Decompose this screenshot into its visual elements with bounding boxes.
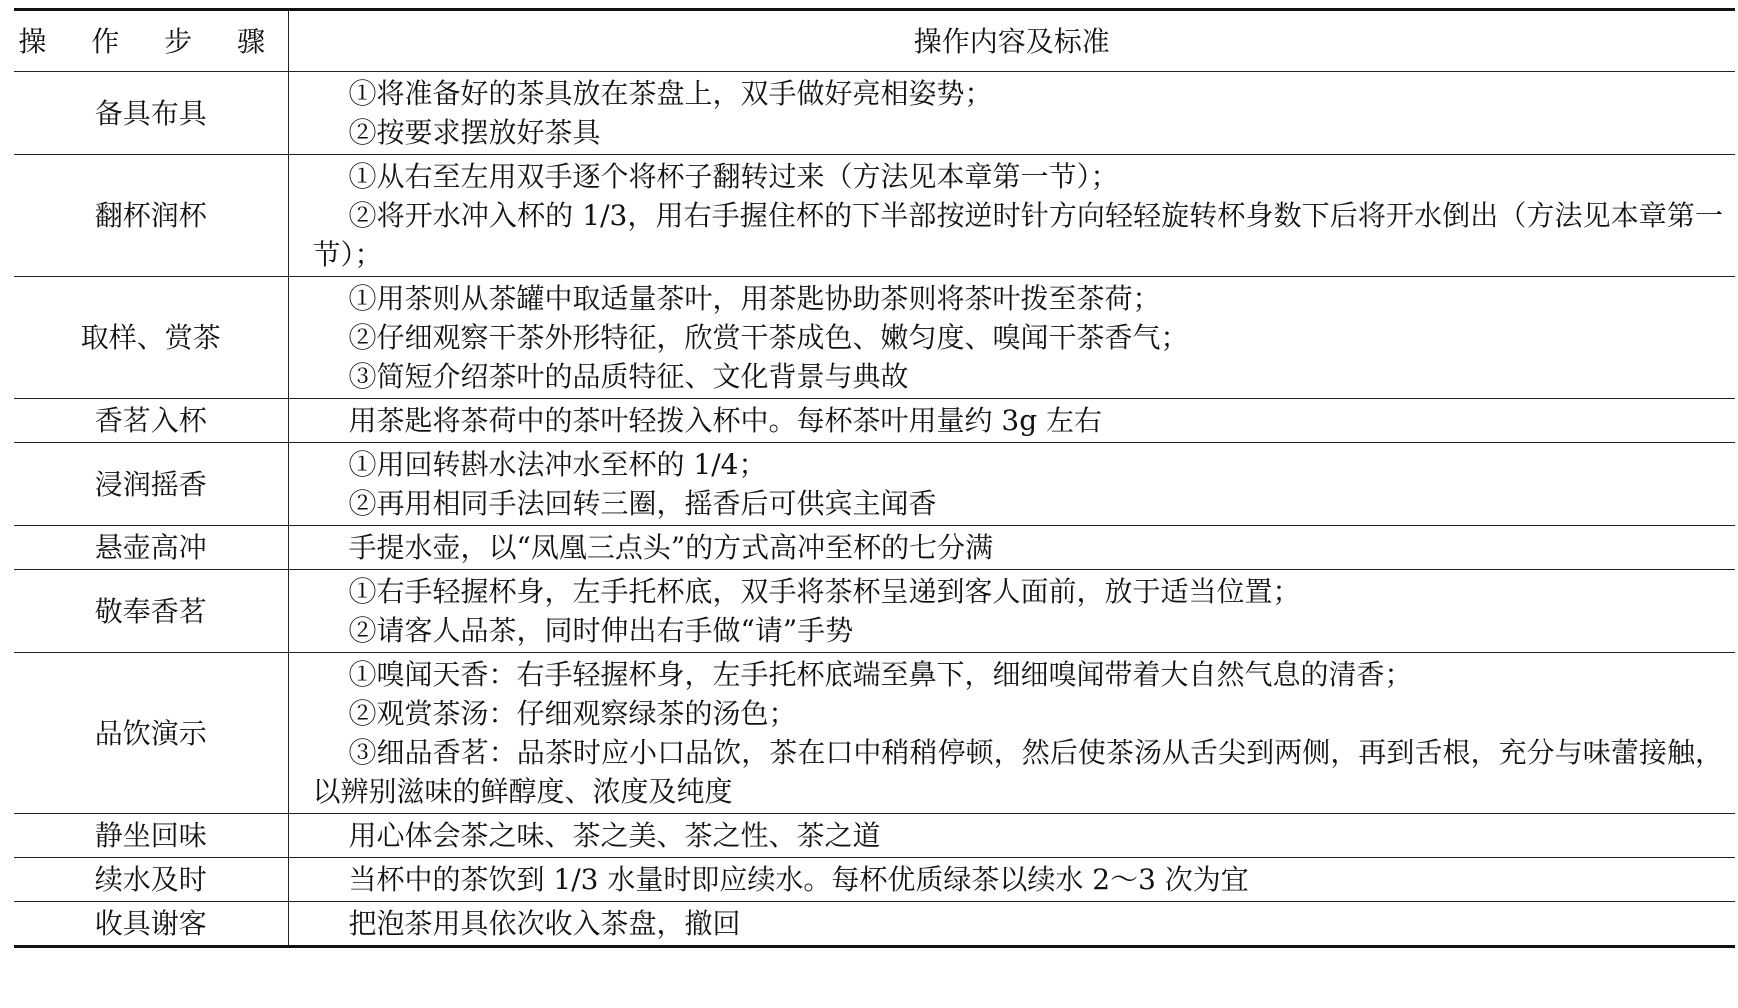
step-cell: 静坐回味 <box>14 814 288 858</box>
content-cell <box>288 902 1735 947</box>
step-cell: 翻杯润杯 <box>14 155 288 277</box>
content-line: ②仔细观察干茶外形特征，欣赏干茶成色、嫩匀度、嗅闻干茶香气； <box>348 321 1189 354</box>
content-line: ②请客人品茶，同时伸出右手做“请”手势 <box>348 614 854 647</box>
step-cell: 品饮演示 <box>14 653 288 814</box>
table-row <box>14 814 1735 858</box>
content-line: ①将准备好的茶具放在茶盘上，双手做好亮相姿势； <box>348 77 993 110</box>
content-line: ②按要求摆放好茶具 <box>348 116 601 149</box>
table-row <box>14 72 1735 155</box>
content-line: 把泡茶用具依次收入茶盘，撤回 <box>348 907 741 940</box>
content-line: 用心体会茶之味、茶之美、茶之性、茶之道 <box>348 819 881 852</box>
content-line: ①从右至左用双手逐个将杯子翻转过来（方法见本章第一节）； <box>348 160 1119 193</box>
content-line: ②观赏茶汤：仔细观察绿茶的汤色； <box>348 697 797 730</box>
step-cell: 浸润摇香 <box>14 443 288 526</box>
content-line: ③细品香茗：品茶时应小口品饮，茶在口中稍稍停顿，然后使茶汤从舌尖到两侧，再到舌根，充分与味蕾接触，以辨别滋味的鲜醇度、浓度及纯度 <box>312 736 1723 808</box>
step-cell: 香茗入杯 <box>14 399 288 443</box>
content-line: 手提水壶，以“凤凰三点头”的方式高冲至杯的七分满 <box>348 531 994 564</box>
content-line: 用茶匙将茶荷中的茶叶轻拨入杯中。每杯茶叶用量约 3g 左右 <box>348 404 1103 437</box>
table-row <box>14 443 1735 526</box>
content-cell <box>288 72 1735 155</box>
tea-procedure-table <box>14 8 1735 948</box>
table-row <box>14 155 1735 277</box>
step-cell: 收具谢客 <box>14 902 288 947</box>
content-cell <box>288 526 1735 570</box>
table-row <box>14 858 1735 902</box>
content-cell <box>288 814 1735 858</box>
content-cell <box>288 155 1735 277</box>
table-row <box>14 653 1735 814</box>
table-row <box>14 902 1735 947</box>
content-line: ②将开水冲入杯的 1/3，用右手握住杯的下半部按逆时针方向轻轻旋转杯身数下后将开水倒出（方法见本章第一节）； <box>312 199 1723 271</box>
content-line: ①右手轻握杯身，左手托杯底，双手将茶杯呈递到客人面前，放于适当位置； <box>348 575 1301 608</box>
content-cell <box>288 443 1735 526</box>
content-line: ①嗅闻天香：右手轻握杯身，左手托杯底端至鼻下，细细嗅闻带着大自然气息的清香； <box>348 658 1413 691</box>
header-content: 操作内容及标准 <box>288 10 1735 72</box>
content-cell <box>288 399 1735 443</box>
step-cell: 续水及时 <box>14 858 288 902</box>
content-cell <box>288 653 1735 814</box>
step-cell: 备具布具 <box>14 72 288 155</box>
table-row <box>14 570 1735 653</box>
content-line: ③简短介绍茶叶的品质特征、文化背景与典故 <box>348 360 909 393</box>
header-step: 操 作 步 骤 <box>14 10 288 72</box>
table-header-row <box>14 10 1735 72</box>
content-cell <box>288 277 1735 399</box>
step-cell: 敬奉香茗 <box>14 570 288 653</box>
content-line: ①用茶则从茶罐中取适量茶叶，用茶匙协助茶则将茶叶拨至茶荷； <box>348 282 1161 315</box>
content-line: 当杯中的茶饮到 1/3 水量时即应续水。每杯优质绿茶以续水 2～3 次为宜 <box>348 863 1249 896</box>
step-cell: 取样、赏茶 <box>14 277 288 399</box>
content-cell <box>288 858 1735 902</box>
table-row <box>14 526 1735 570</box>
content-line: ①用回转斟水法冲水至杯的 1/4； <box>348 448 767 481</box>
table-row <box>14 277 1735 399</box>
step-cell: 悬壶高冲 <box>14 526 288 570</box>
table-row <box>14 399 1735 443</box>
table-body <box>14 72 1735 947</box>
content-cell <box>288 570 1735 653</box>
tea-procedure-table-container <box>14 8 1735 948</box>
content-line: ②再用相同手法回转三圈，摇香后可供宾主闻香 <box>348 487 937 520</box>
